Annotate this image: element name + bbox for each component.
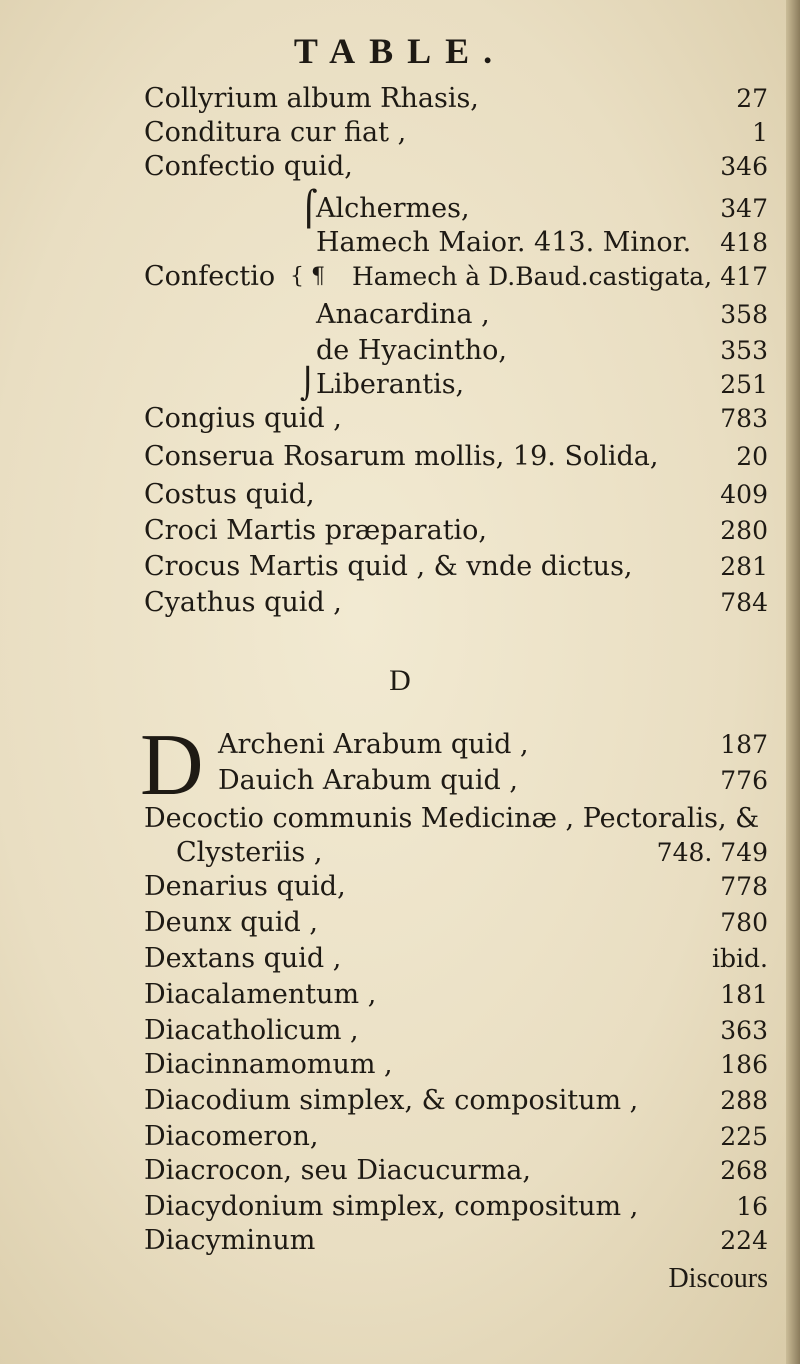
index-entry — [0, 726, 800, 764]
entry-page: 251 — [720, 370, 768, 399]
entry-text: Diacyminum — [144, 1225, 316, 1256]
entry-text: Diacodium simplex, & compositum , — [144, 1085, 639, 1116]
entry-page: ibid. — [712, 944, 768, 973]
section-heading: D — [389, 664, 411, 697]
entry-page: 748. 749 — [656, 838, 768, 867]
entry-text: Crocus Martis quid , & vnde dictus, — [144, 551, 633, 582]
index-entry — [0, 1188, 800, 1226]
index-entry — [0, 762, 800, 800]
index-entry — [0, 1012, 800, 1050]
index-entry — [0, 584, 800, 622]
brace-glyph: { ¶ — [290, 264, 325, 289]
index-entry — [0, 800, 800, 838]
entry-page: 784 — [720, 588, 768, 617]
entry-page: 186 — [720, 1050, 768, 1079]
index-entry — [0, 332, 800, 370]
entry-text: Diacalamentum , — [144, 979, 377, 1010]
brace-top: ⌠ — [300, 189, 318, 229]
entry-text: Deunx quid , — [144, 907, 318, 938]
index-entry — [0, 834, 800, 872]
entry-page: 418 — [720, 228, 768, 257]
entry-page: 417 — [720, 262, 768, 291]
entry-text: Hamech à D.Baud.castigata, — [352, 262, 713, 291]
entry-text: Croci Martis præparatio, — [144, 515, 488, 546]
entry-page: 20 — [736, 442, 768, 471]
entry-page: 776 — [720, 766, 768, 795]
entry-page: 353 — [720, 336, 768, 365]
entry-page: 347 — [720, 194, 768, 223]
entry-text: Dauich Arabum quid , — [218, 765, 518, 796]
entry-text: Liberantis, — [316, 369, 465, 400]
index-entry — [0, 868, 800, 906]
entry-page: 783 — [720, 404, 768, 433]
index-entry — [0, 1152, 800, 1190]
entry-text: Congius quid , — [144, 403, 342, 434]
index-entry — [0, 114, 800, 152]
entry-page: 1 — [752, 118, 768, 147]
index-entry — [0, 1118, 800, 1156]
entry-text: de Hyacintho, — [316, 335, 507, 366]
index-entry — [0, 1082, 800, 1120]
index-entry — [0, 258, 800, 296]
page-header: TABLE. — [293, 31, 507, 71]
entry-text: Diacomeron, — [144, 1121, 319, 1152]
entry-page: 224 — [720, 1226, 768, 1255]
brace-bottom: ⌡ — [300, 367, 316, 402]
entry-text: Hamech Maior. 413. Minor. — [316, 227, 692, 258]
index-entry — [0, 366, 800, 404]
index-entry — [0, 1046, 800, 1084]
catchword: Discours — [668, 1263, 768, 1294]
index-entry — [0, 476, 800, 514]
entry-page: 281 — [720, 552, 768, 581]
entry-text: Conserua Rosarum mollis, 19. Solida, — [144, 441, 659, 472]
entry-page: 181 — [720, 980, 768, 1009]
entry-page: 363 — [720, 1016, 768, 1045]
entry-page: 778 — [720, 872, 768, 901]
entry-text: Clysteriis , — [176, 837, 323, 868]
index-entry — [0, 904, 800, 942]
entry-page: 225 — [720, 1122, 768, 1151]
entry-text: Cyathus quid , — [144, 587, 342, 618]
entry-text: Conditura cur fiat , — [144, 117, 407, 148]
entry-text: Diacatholicum , — [144, 1015, 359, 1046]
entry-text: Diacinnamomum , — [144, 1049, 393, 1080]
entry-text: Dextans quid , — [144, 943, 342, 974]
entry-text: Diacrocon, seu Diacucurma, — [144, 1155, 531, 1186]
entry-text: Alchermes, — [316, 193, 470, 224]
entry-page: 409 — [720, 480, 768, 509]
entry-text: Costus quid, — [144, 479, 315, 510]
entry-page: 358 — [720, 300, 768, 329]
entry-page: 780 — [720, 908, 768, 937]
index-entry — [0, 296, 800, 334]
entry-text: Archeni Arabum quid , — [218, 729, 529, 760]
entry-page: 27 — [736, 84, 768, 113]
index-entry — [0, 512, 800, 550]
index-entry — [0, 80, 800, 118]
entry-text: Denarius quid, — [144, 871, 346, 902]
entry-text: Anacardina , — [316, 299, 490, 330]
entry-page: 280 — [720, 516, 768, 545]
entry-text: Decoctio communis Medicinæ , Pectoralis, & — [144, 803, 760, 834]
index-entry — [0, 1222, 800, 1260]
entry-page: 288 — [720, 1086, 768, 1115]
entry-text: Confectio quid, — [144, 151, 353, 182]
index-entry — [0, 400, 800, 438]
entry-text: Confectio — [144, 261, 276, 292]
entry-page: 268 — [720, 1156, 768, 1185]
index-entry — [0, 976, 800, 1014]
entry-page: 346 — [720, 152, 768, 181]
entry-page: 16 — [736, 1192, 768, 1221]
index-entry — [0, 940, 800, 978]
entry-text: Collyrium album Rhasis, — [144, 83, 479, 114]
drop-capital: D — [140, 717, 204, 814]
entry-page: 187 — [720, 730, 768, 759]
index-entry — [0, 438, 800, 476]
index-entry — [0, 224, 800, 262]
index-entry — [0, 190, 800, 228]
index-entry — [0, 548, 800, 586]
entry-text: Diacydonium simplex, compositum , — [144, 1191, 639, 1222]
index-entry — [0, 148, 800, 186]
